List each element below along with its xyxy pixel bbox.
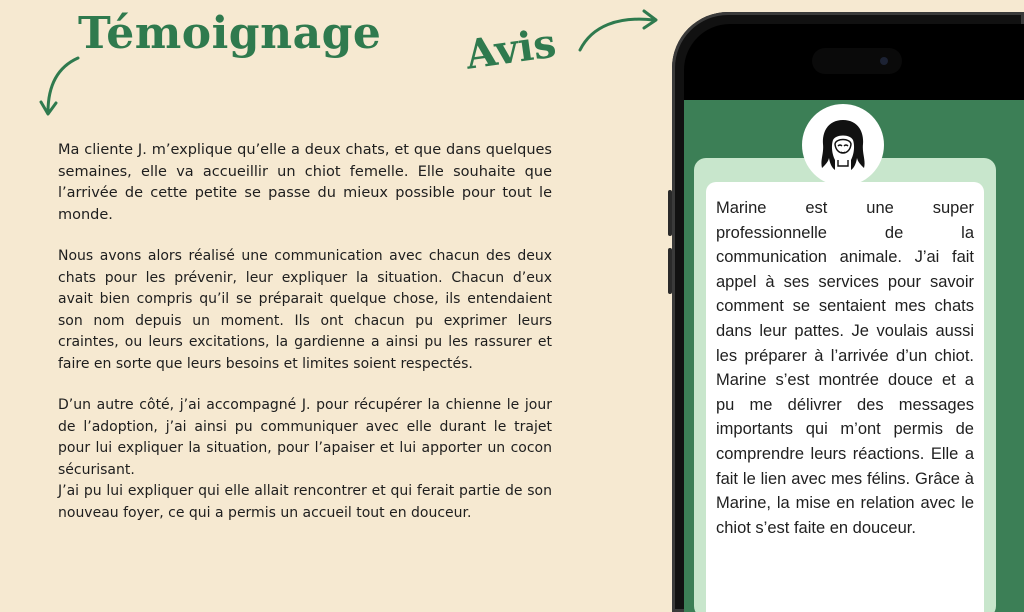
testimonial-text bbox=[58, 140, 552, 524]
story-paragraph-3: D’un autre côté, j’ai accompagné J. pour récupérer la chienne le jour de l’adoption, j’ai ainsi pu communiquer avec elle durant le trajet pour lui expliquer la situation, pour l’apaiser et lui apporter un cocon sécurisant. bbox=[58, 397, 552, 478]
woman-portrait-icon bbox=[802, 104, 884, 186]
avatar bbox=[802, 104, 884, 186]
story-paragraph-4: J’ai pu lui expliquer qui elle allait rencontrer et qui ferait partie de son nouveau foyer, ce qui a permis un accueil tout en douceur. bbox=[58, 483, 552, 521]
phone-screen bbox=[684, 24, 1024, 612]
story-paragraph-2: Nous avons alors réalisé une communication avec chacun des deux chats pour les prévenir, leur expliquer la situation. Chacun d’eux avait bien compris qu’il se préparait quelque chose, ils entendaient son nom depuis un moment. Ils ont chacun pu exprimer leurs craintes, ou leurs excitations, la gardienne a ainsi pu les rassurer et faire en sorte que leurs besoins et limites soient respectés. bbox=[58, 248, 552, 372]
phone-mockup bbox=[672, 12, 1024, 612]
curved-arrow-right-icon bbox=[574, 6, 664, 56]
phone-side-button bbox=[668, 190, 672, 236]
phone-side-button bbox=[668, 248, 672, 294]
curved-arrow-down-icon bbox=[38, 52, 88, 122]
review-text: Marine est une super professionnelle de la communication animale. J’ai fait appel à ses services pour savoir comment se sentaient mes chats dans leur pattes. Je voulais aussi les préparer à l’arrivée d’un chiot. Marine s’est montrée douce et a pu me délivrer des messages importants qui m’ont permis de comprendre leurs réactions. Elle a fait le lien avec mes félins. Grâce à Marine, la mise en relation avec le chiot s’est faite en douceur. bbox=[716, 199, 974, 537]
review-label: Avis bbox=[462, 19, 559, 79]
page-title: Témoignage bbox=[78, 8, 382, 59]
dynamic-island bbox=[812, 48, 902, 74]
story-paragraph-1: Ma cliente J. m’explique qu’elle a deux chats, et que dans quelques semaines, elle va accueillir un chiot femelle. Elle souhaite que l’arrivée de cette petite se passe du mieux possible pour tout le monde. bbox=[58, 142, 552, 223]
camera-icon bbox=[880, 57, 888, 65]
